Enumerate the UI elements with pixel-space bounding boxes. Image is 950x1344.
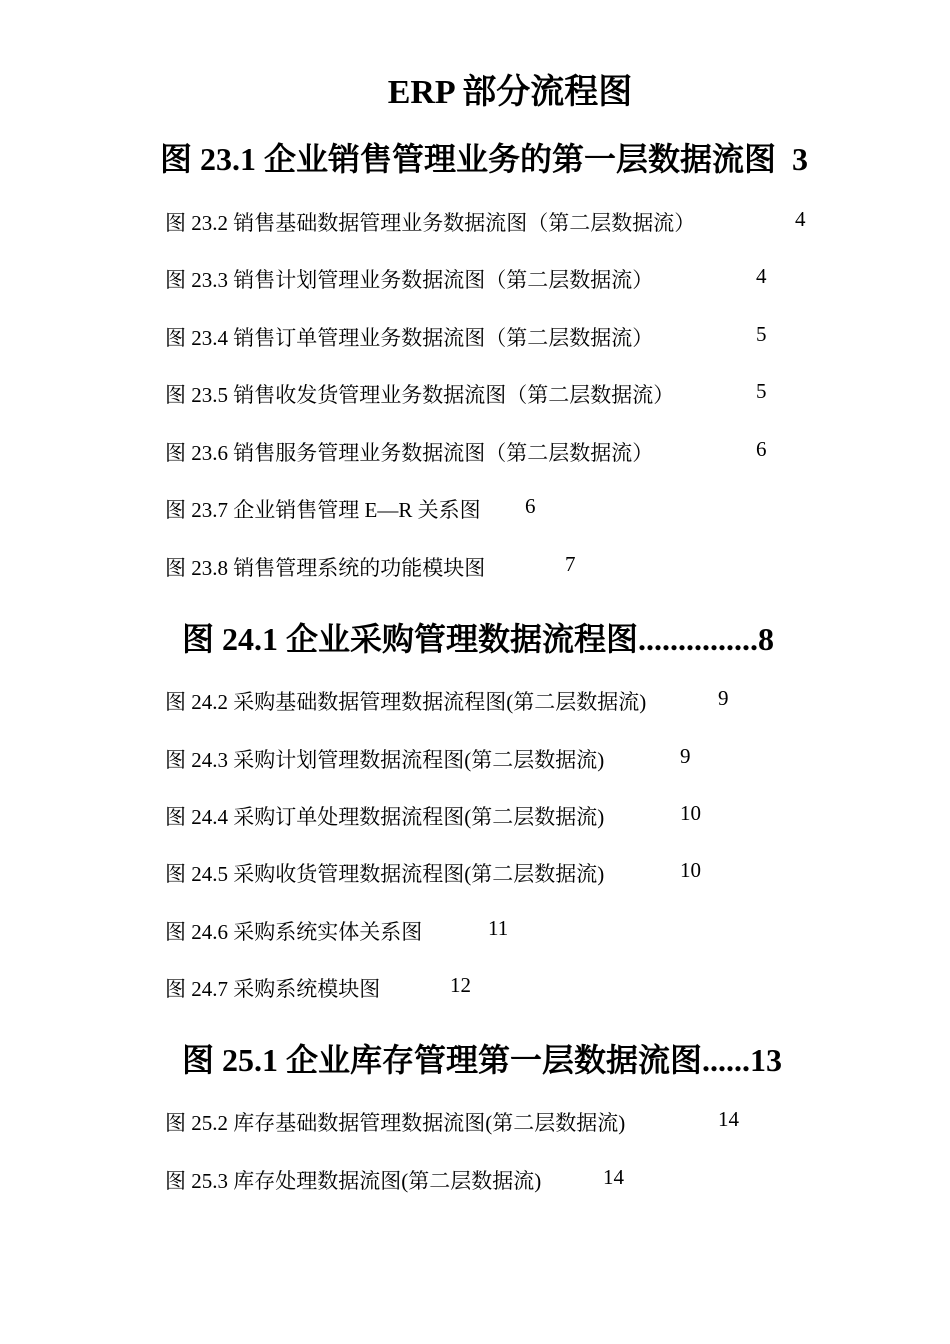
toc-page-number: 4 [756, 264, 767, 288]
toc-page-number: 9 [718, 686, 729, 710]
toc-entry-text: 图 25.3 库存处理数据流图(第二层数据流) [165, 1169, 542, 1193]
toc-entry-23-8 [165, 552, 576, 582]
toc-page-number: 11 [488, 916, 509, 940]
toc-entry-23-5 [165, 379, 767, 409]
toc-entry-text: 图 23.6 销售服务管理业务数据流图（第二层数据流） [165, 441, 654, 465]
toc-entry-24-3 [165, 744, 691, 774]
toc-entry-24-4 [165, 801, 701, 831]
toc-page-number: 10 [680, 801, 701, 825]
section-page-number: 8 [758, 621, 775, 657]
section-heading-25-1 [182, 1035, 782, 1081]
toc-page-number: 14 [603, 1165, 624, 1189]
toc-entry-24-2 [165, 686, 729, 716]
section-heading-24-1 [182, 614, 774, 660]
toc-page-number: 5 [756, 322, 767, 346]
toc-entry-text: 图 24.3 采购计划管理数据流程图(第二层数据流) [165, 748, 605, 772]
toc-entry-text: 图 25.2 库存基础数据管理数据流图(第二层数据流) [165, 1111, 626, 1135]
toc-entry-text: 图 23.7 企业销售管理 E—R 关系图 [165, 498, 481, 522]
toc-entry-23-2 [165, 207, 806, 237]
toc-entry-text: 图 24.6 采购系统实体关系图 [165, 920, 423, 944]
toc-entry-25-3 [165, 1165, 624, 1195]
document-title: ERP 部分流程图 [387, 74, 633, 111]
toc-page-number: 9 [680, 744, 691, 768]
toc-page-number: 12 [450, 973, 471, 997]
section-heading-23-1 [160, 134, 808, 180]
toc-entry-text: 图 23.3 销售计划管理业务数据流图（第二层数据流） [165, 268, 654, 292]
toc-entry-23-7 [165, 494, 536, 524]
toc-entry-24-5 [165, 858, 701, 888]
toc-entry-text: 图 24.4 采购订单处理数据流程图(第二层数据流) [165, 805, 605, 829]
section-page-number: 3 [792, 141, 809, 177]
toc-entry-text: 图 24.5 采购收货管理数据流程图(第二层数据流) [165, 862, 605, 886]
section-heading-text: 图 25.1 企业库存管理第一层数据流图...... [182, 1042, 751, 1078]
toc-entry-text: 图 24.2 采购基础数据管理数据流程图(第二层数据流) [165, 690, 647, 714]
toc-entry-text: 图 24.7 采购系统模块图 [165, 977, 381, 1001]
toc-page-number: 6 [756, 437, 767, 461]
toc-entry-23-6 [165, 437, 767, 467]
toc-page-number: 5 [756, 379, 767, 403]
toc-page-number: 14 [718, 1107, 739, 1131]
section-heading-text: 图 24.1 企业采购管理数据流程图............... [182, 621, 759, 657]
toc-entry-25-2 [165, 1107, 739, 1137]
toc-entry-text: 图 23.2 销售基础数据管理业务数据流图（第二层数据流） [165, 211, 696, 235]
toc-entry-23-4 [165, 322, 767, 352]
toc-entry-text: 图 23.4 销售订单管理业务数据流图（第二层数据流） [165, 326, 654, 350]
toc-page-number: 4 [795, 207, 806, 231]
section-page-number: 13 [750, 1042, 783, 1078]
toc-entry-text: 图 23.8 销售管理系统的功能模块图 [165, 556, 486, 580]
toc-entry-24-6 [165, 916, 509, 946]
toc-entry-24-7 [165, 973, 471, 1003]
toc-page-number: 6 [525, 494, 536, 518]
toc-page-number: 10 [680, 858, 701, 882]
toc-page-number: 7 [565, 552, 576, 576]
toc-entry-23-3 [165, 264, 767, 294]
section-heading-text: 图 23.1 企业销售管理业务的第一层数据流图 [160, 141, 777, 177]
toc-entry-text: 图 23.5 销售收发货管理业务数据流图（第二层数据流） [165, 383, 675, 407]
